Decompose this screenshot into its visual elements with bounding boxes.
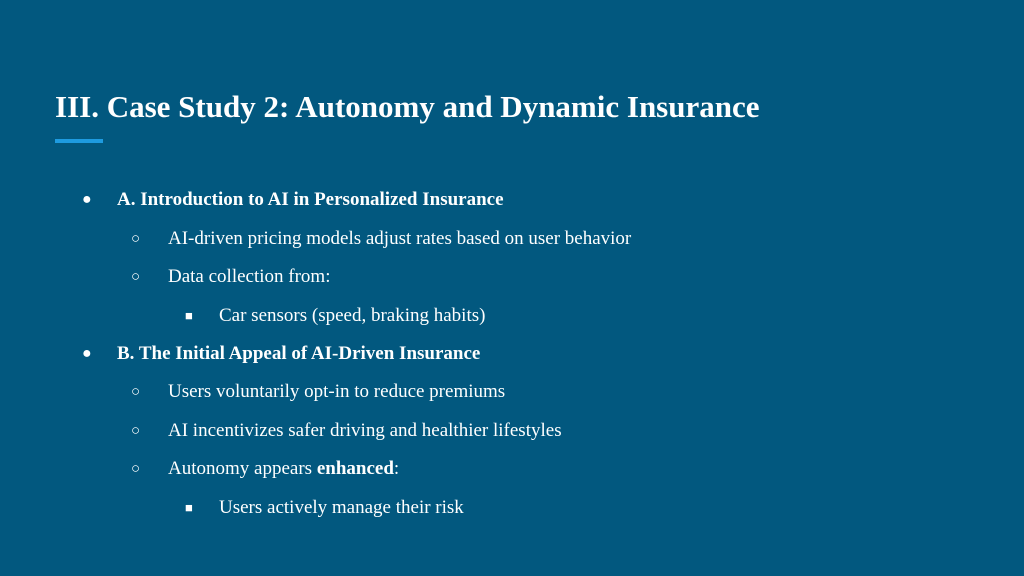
square-bullet-icon: ■ [185, 308, 193, 323]
bullet-text-start: Autonomy appears [168, 458, 317, 479]
bullet-text: Users voluntarily opt-in to reduce premiums [168, 381, 506, 402]
bullet-text: Data collection from: [168, 266, 331, 287]
bullet-text: Car sensors (speed, braking habits) [219, 305, 486, 326]
bullet-text: B. The Initial Appeal of AI-Driven Insurance [117, 343, 481, 364]
slide-title: III. Case Study 2: Autonomy and Dynamic Insurance [55, 89, 760, 124]
bullet-text: A. Introduction to AI in Personalized Insurance [117, 189, 504, 210]
bullet-text: AI-driven pricing models adjust rates based on user behavior [168, 228, 632, 249]
bullet-text: AI incentivizes safer driving and healthier lifestyles [168, 420, 562, 441]
hollow-circle-bullet-icon: ○ [131, 423, 141, 439]
square-bullet-icon: ■ [185, 500, 193, 515]
filled-circle-bullet-icon: ● [82, 191, 92, 208]
hollow-circle-bullet-icon: ○ [131, 461, 141, 477]
title-accent-bar [55, 139, 103, 143]
bullet-text [168, 457, 399, 481]
hollow-circle-bullet-icon: ○ [131, 384, 141, 400]
hollow-circle-bullet-icon: ○ [131, 231, 141, 247]
hollow-circle-bullet-icon: ○ [131, 269, 141, 285]
bullet-text: Users actively manage their risk [219, 497, 464, 518]
bullet-text-emphasis: enhanced [316, 458, 394, 479]
bullet-text-end: : [393, 458, 400, 479]
filled-circle-bullet-icon: ● [82, 345, 92, 362]
